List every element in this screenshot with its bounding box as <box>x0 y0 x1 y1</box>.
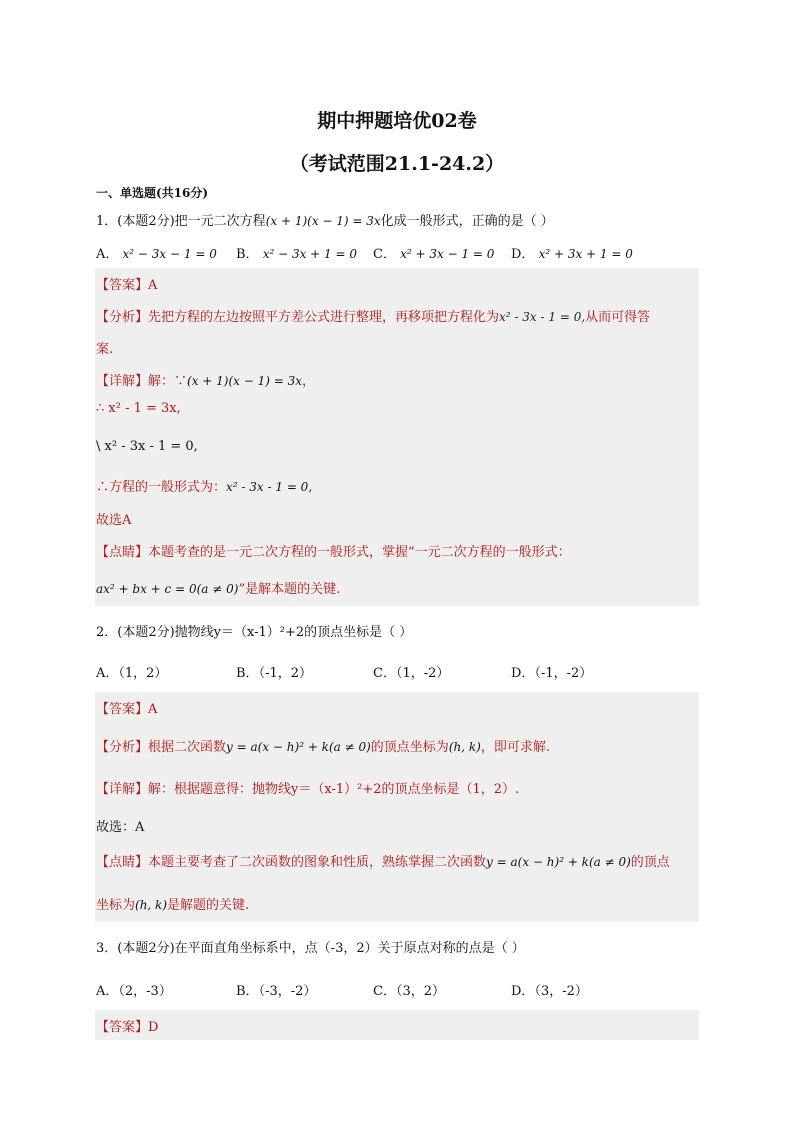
q3-option-b-label: B． <box>236 984 259 999</box>
q1-stem-math: (x + 1)(x − 1) = 3x <box>265 214 381 228</box>
q3-option-d <box>511 980 588 999</box>
q2-analysis-math2: (h, k) <box>448 740 481 754</box>
q1-option-b <box>236 243 357 262</box>
q2-detail <box>96 778 519 797</box>
q2-options <box>96 662 700 682</box>
q2-answer <box>96 698 157 717</box>
q1-option-c-text: x² + 3x − 1 = 0 <box>400 247 495 261</box>
doc-subtitle: （考试范围21.1-24.2） <box>289 153 505 175</box>
q1-analysis-tail: 从而可得答 <box>585 310 651 325</box>
q3-answer-value: D <box>148 1020 159 1035</box>
q1-stem-post: 化成一般形式，正确的是（ ） <box>380 214 554 229</box>
q1-answer-label: 【答案】 <box>96 278 149 293</box>
q1-options <box>96 243 700 263</box>
q3-option-a-label: A． <box>96 984 119 999</box>
q3-option-d-label: D． <box>511 984 535 999</box>
q3-solution-box <box>95 1010 699 1040</box>
q2-answer-label: 【答案】 <box>96 702 149 717</box>
q1-option-c <box>373 243 494 262</box>
q2-option-b <box>236 662 312 681</box>
q3-answer-label: 【答案】 <box>96 1020 149 1035</box>
q2-comment <box>96 851 670 870</box>
q1-comment <box>96 541 571 560</box>
q3-option-c <box>373 980 445 999</box>
q1-option-a-text: x² − 3x − 1 = 0 <box>122 247 217 261</box>
q2-option-b-label: B． <box>236 666 259 681</box>
q2-analysis-mid: 的顶点坐标为 <box>370 740 449 755</box>
section-heading: 一、单选题(共16分) <box>96 186 209 200</box>
q3-option-d-text: （3，-2） <box>534 984 588 999</box>
q2-option-d <box>511 662 592 681</box>
q1-comment-label: 【点睛】 <box>96 545 149 560</box>
q1-choice: 故选A <box>96 513 132 528</box>
q2-comment-text: 本题主要考查了二次函数的图象和性质，熟练掌握二次函数 <box>148 855 487 870</box>
q1-option-d <box>511 243 633 262</box>
q2-comment-line2-tail: 是解题的关键. <box>167 898 250 913</box>
q1-analysis-label: 【分析】 <box>96 310 149 325</box>
q2-comment-line2-pre: 坐标为 <box>96 898 136 913</box>
q1-analysis-line2: 案. <box>96 342 114 357</box>
q2-option-a-label: A． <box>96 666 119 681</box>
q1-answer-value: A <box>148 278 158 293</box>
q3-stem: 3．(本题2分)在平面直角坐标系中，点（-3，2）关于原点对称的点是（ ） <box>96 941 525 956</box>
q1-option-d-text: x² + 3x + 1 = 0 <box>538 247 633 261</box>
q2-analysis-tail: ，即可求解. <box>480 740 550 755</box>
q3-option-b-text: （-3，-2） <box>258 984 317 999</box>
q1-comment-math: ax² + bx + c = 0(a ≠ 0) <box>96 582 239 596</box>
q2-option-c-text: （1，-2） <box>395 666 450 681</box>
q1-option-a <box>96 243 217 262</box>
q1-comment-line2 <box>96 578 340 597</box>
q2-detail-label: 【详解】 <box>96 782 149 797</box>
q2-option-d-label: D． <box>511 666 535 681</box>
q3-option-b <box>236 980 316 999</box>
q2-analysis-label: 【分析】 <box>96 740 149 755</box>
q2-solution-box <box>95 692 699 922</box>
q2-analysis <box>96 736 550 755</box>
q1-step3-text: ∴方程的一般形式为： <box>96 480 227 495</box>
q1-detail-comma: ， <box>302 374 316 389</box>
q1-stem-pre: 1．(本题2分)把一元二次方程 <box>96 214 266 229</box>
q3-option-c-label: C． <box>373 984 396 999</box>
q1-option-d-label: D． <box>511 247 535 262</box>
q3-answer <box>96 1016 158 1035</box>
q2-analysis-math: y = a(x − h)² + k(a ≠ 0) <box>226 740 371 754</box>
q1-detail-label: 【详解】 <box>96 374 149 389</box>
q2-answer-value: A <box>148 702 158 717</box>
q1-analysis <box>96 306 650 325</box>
q1-stem <box>96 210 554 229</box>
q2-choice: 故选：A <box>96 820 145 835</box>
q1-step3 <box>96 476 312 495</box>
q1-detail <box>96 370 315 389</box>
q1-option-b-text: x² − 3x + 1 = 0 <box>262 247 358 261</box>
q1-detail-math: (x + 1)(x − 1) = 3x <box>187 374 303 388</box>
q1-option-c-label: C． <box>373 247 396 262</box>
q2-option-c-label: C． <box>373 666 396 681</box>
doc-title: 期中押题培优02卷 <box>317 110 477 132</box>
q1-analysis-text: 先把方程的左边按照平方差公式进行整理，再移项把方程化为 <box>148 310 500 325</box>
q1-detail-text: 解：∵ <box>148 374 188 389</box>
q2-option-b-text: （-1，2） <box>258 666 312 681</box>
q1-option-a-label: A． <box>96 247 119 262</box>
q2-comment-line2 <box>96 894 249 913</box>
q1-analysis-math: x² - 3x - 1 = 0, <box>499 310 586 324</box>
q1-step3-math: x² - 3x - 1 = 0, <box>226 480 313 494</box>
q2-comment-tail: 的顶点 <box>630 855 670 870</box>
q3-option-a <box>96 980 172 999</box>
q3-option-a-text: （2，-3） <box>118 984 172 999</box>
q2-option-d-text: （-1，-2） <box>534 666 593 681</box>
q1-comment-tail: ”是解本题的关键. <box>238 582 341 597</box>
q1-step2: \ x² - 3x - 1 = 0, <box>96 439 198 454</box>
q2-detail-text: 解：根据题意得：抛物线y＝（x-1）²+2的顶点坐标是（1，2）. <box>148 782 520 797</box>
q3-option-c-text: （3，2） <box>395 984 445 999</box>
q2-comment-math: y = a(x − h)² + k(a ≠ 0) <box>486 855 631 869</box>
q2-option-a <box>96 662 167 681</box>
q1-option-b-label: B． <box>236 247 259 262</box>
q2-comment-label: 【点睛】 <box>96 855 149 870</box>
q2-analysis-text: 根据二次函数 <box>148 740 227 755</box>
q2-option-a-text: （1，2） <box>118 666 168 681</box>
q2-stem: 2．(本题2分)抛物线y＝（x-1）²+2的顶点坐标是（ ） <box>96 625 413 640</box>
q2-comment-line2-math: (h, k) <box>135 898 168 912</box>
q3-options <box>96 980 700 1000</box>
q1-answer <box>96 274 157 293</box>
q2-option-c <box>373 662 449 681</box>
q1-comment-text: 本题考查的是一元二次方程的一般形式，掌握“一元二次方程的一般形式： <box>148 545 571 560</box>
q1-step1: ∴ x² - 1 = 3x, <box>96 401 181 416</box>
